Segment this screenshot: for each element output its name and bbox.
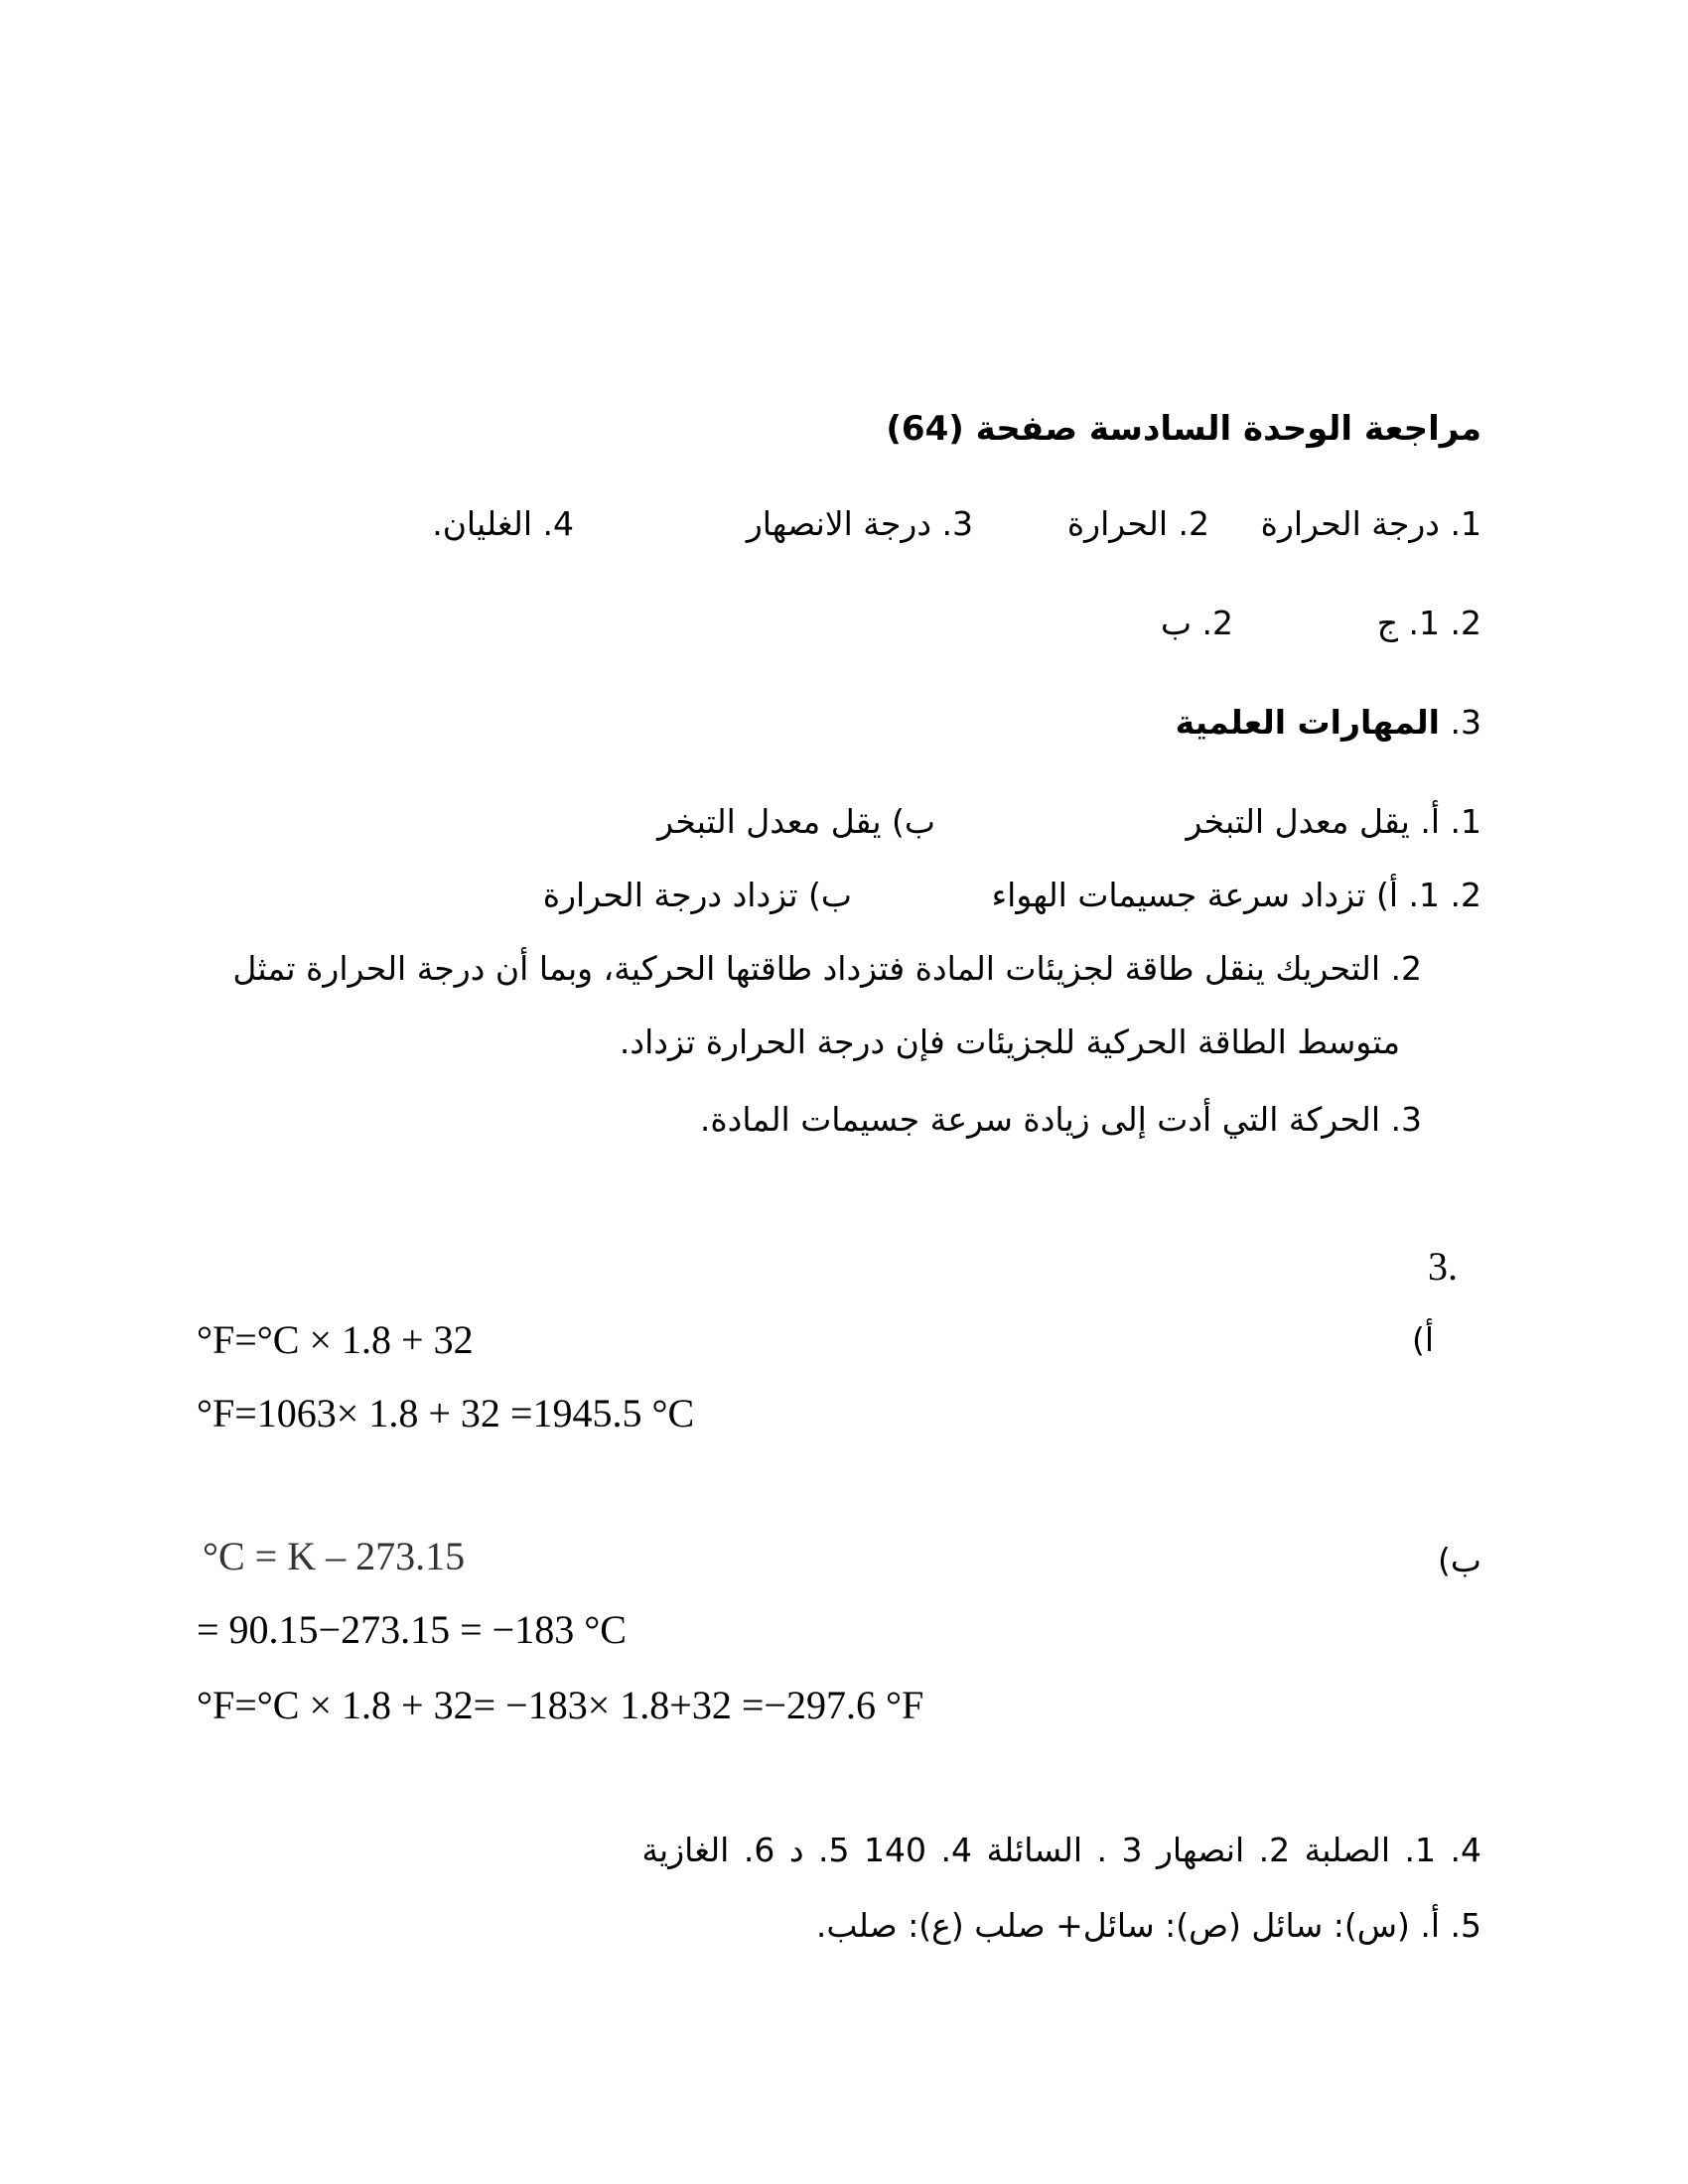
part-a-label: أ) <box>1411 1320 1434 1359</box>
page-title: مراجعة الوحدة السادسة صفحة (64) <box>886 409 1481 449</box>
q1-answer-1 <box>1261 504 1481 544</box>
q3-sub2-a <box>992 876 1481 915</box>
q1-answer-3: 3. درجة الانصهار <box>746 504 973 543</box>
q3-sub1-a <box>1186 802 1481 842</box>
q3-sub2-number: 2. <box>1450 876 1481 914</box>
q3-sub2-a-text: 1. أ) تزداد سرعة جسيمات الهواء <box>991 876 1440 914</box>
equation-b3: °F=°C × 1.8 + 32= −183× 1.8+32 =−297.6 °F <box>197 1683 924 1727</box>
q3-heading-number: 3. <box>1450 703 1481 742</box>
equation-a1: °F=°C × 1.8 + 32 <box>197 1317 474 1362</box>
q4-answers: 4. 1. الصلبة 2. انصهار 3 . السائلة 4. 140 5. د 6. الغازية <box>641 1831 1481 1869</box>
q2-answer-1 <box>1377 604 1481 643</box>
q3-heading <box>1176 703 1481 743</box>
q3-sub2-3: 3. الحركة التي أدت إلى زيادة سرعة جسيمات المادة. <box>699 1100 1422 1139</box>
q3-sub3-number: 3. <box>1428 1244 1458 1289</box>
q3-sub2-b: ب) تزداد درجة الحرارة <box>542 876 852 914</box>
q3-heading-text: المهارات العلمية <box>1175 703 1440 742</box>
q2-number: 2. <box>1450 604 1481 642</box>
q5-answer: 5. أ. (س): سائل (ص): سائل+ صلب (ع): صلب. <box>815 1906 1481 1945</box>
q3-sub1-number: 1. <box>1450 802 1481 841</box>
part-b-label: ب) <box>1438 1541 1481 1579</box>
q3-sub2-2-line1: 2. التحريك ينقل طاقة لجزيئات المادة فتزداد طاقتها الحركية، وبما أن درجة الحرارة تمثل <box>232 949 1422 988</box>
equation-b1: °C = K – 273.15 <box>203 1534 466 1578</box>
q3-sub1-b: ب) يقل معدل التبخر <box>657 802 935 841</box>
q1-answer-4: 4. الغليان. <box>432 504 574 543</box>
q1-number: 1. <box>1450 504 1481 543</box>
q3-sub1-a-text: أ. يقل معدل التبخر <box>1186 802 1440 841</box>
q2-answer-1-text: 1. ج <box>1376 604 1440 642</box>
q1-answer-1-text: درجة الحرارة <box>1260 504 1440 543</box>
equation-a2: °F=1063× 1.8 + 32 =1945.5 °C <box>197 1391 695 1435</box>
q1-answer-2: 2. الحرارة <box>1066 504 1209 543</box>
q2-answer-2: 2. ب <box>1160 604 1233 642</box>
equation-b2: = 90.15−273.15 = −183 °C <box>197 1607 627 1652</box>
q3-sub2-2-line2: متوسط الطاقة الحركية للجزيئات فإن درجة الحرارة تزداد. <box>619 1023 1400 1061</box>
